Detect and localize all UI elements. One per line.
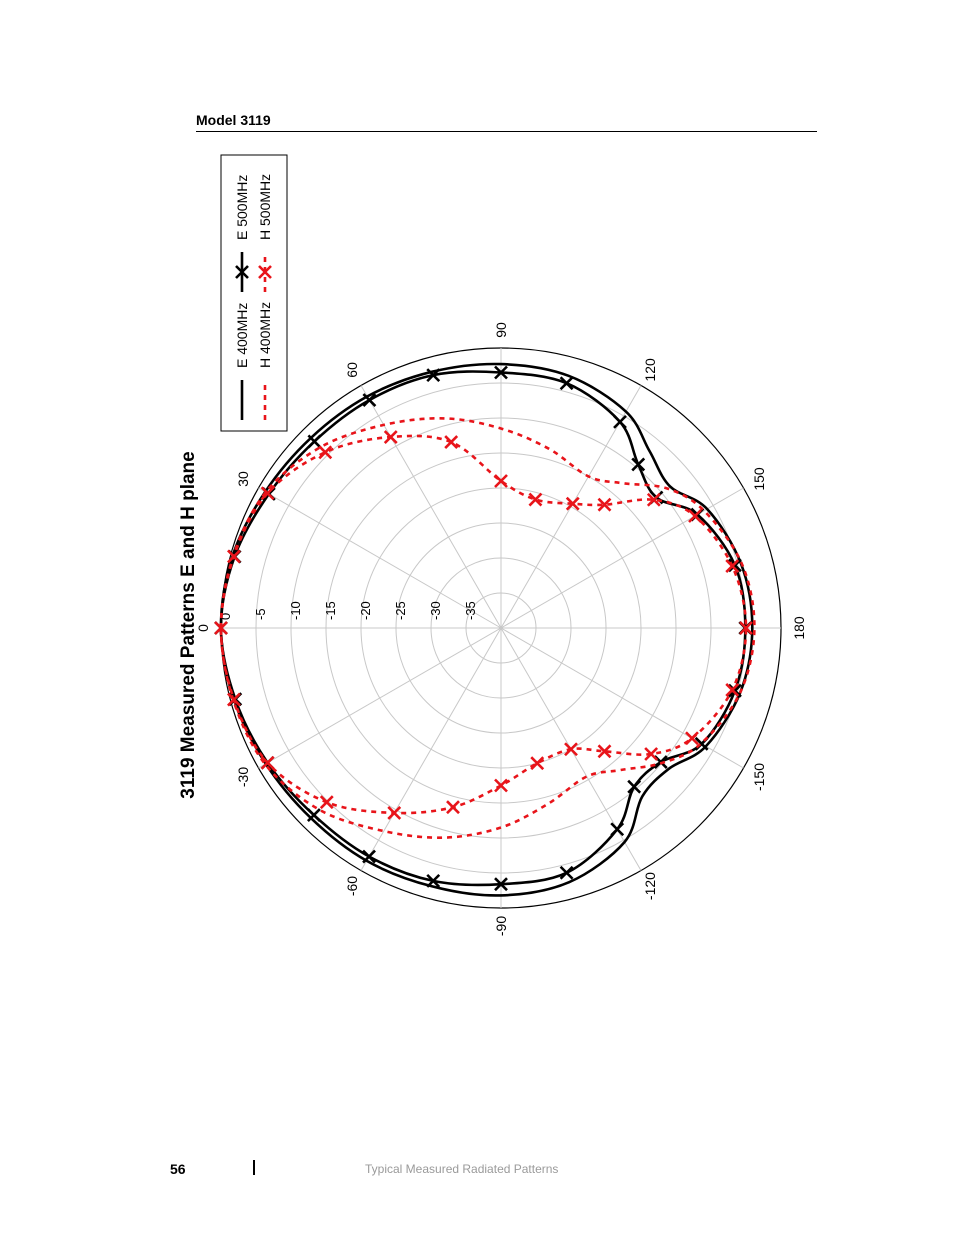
angle-tick-label: -150 xyxy=(751,762,768,792)
grid-spoke xyxy=(259,628,501,768)
series-marker xyxy=(614,416,626,428)
series-marker xyxy=(319,446,331,458)
angle-tick-label: -90 xyxy=(493,915,509,937)
series-marker xyxy=(447,801,459,813)
series-marker xyxy=(445,436,457,448)
angle-tick-label: -30 xyxy=(234,766,251,788)
series-marker xyxy=(321,796,333,808)
radial-tick-label: -30 xyxy=(428,601,443,620)
radial-tick-label: -5 xyxy=(253,608,268,620)
angle-tick-label: 180 xyxy=(791,616,807,640)
legend-label: H 500MHz xyxy=(257,173,273,240)
page-number: 56 xyxy=(170,1161,186,1177)
series-marker xyxy=(385,431,397,443)
grid-spoke xyxy=(501,628,743,768)
angle-tick-label: -60 xyxy=(344,875,360,897)
page-header-title: Model 3119 xyxy=(196,112,271,128)
series-marker xyxy=(308,435,320,447)
series-marker xyxy=(561,867,573,879)
angle-tick-label: 30 xyxy=(234,471,251,487)
series-line xyxy=(221,364,752,895)
angle-tick-label: 60 xyxy=(344,362,360,378)
series-e-400mhz xyxy=(221,364,752,895)
radial-tick-label: -35 xyxy=(463,601,478,620)
angle-tick-label: 90 xyxy=(493,322,509,338)
radial-tick-label: 0 xyxy=(218,612,233,620)
angle-tick-label: 150 xyxy=(751,467,768,491)
footer-section-title: Typical Measured Radiated Patterns xyxy=(365,1162,559,1176)
legend-box xyxy=(221,155,287,431)
radial-tick-label: -25 xyxy=(393,601,408,620)
footer-divider xyxy=(253,1160,255,1175)
angle-tick-label: -120 xyxy=(642,872,658,901)
angle-tick-label: 0 xyxy=(195,624,211,632)
series-marker xyxy=(531,757,543,769)
series-marker xyxy=(561,377,573,389)
radial-tick-label: -20 xyxy=(358,601,373,620)
angle-tick-label: 120 xyxy=(642,358,658,382)
series-layer xyxy=(215,364,754,895)
radial-tick-label: -10 xyxy=(288,601,303,620)
legend-label: H 400MHz xyxy=(257,301,273,368)
series-marker xyxy=(611,823,623,835)
chart-title: 3119 Measured Patterns E and H plane xyxy=(178,451,199,799)
legend xyxy=(221,155,287,431)
legend-label: E 400MHz xyxy=(234,302,250,368)
legend-label: E 500MHz xyxy=(234,174,250,240)
radial-tick-label: -15 xyxy=(323,601,338,620)
